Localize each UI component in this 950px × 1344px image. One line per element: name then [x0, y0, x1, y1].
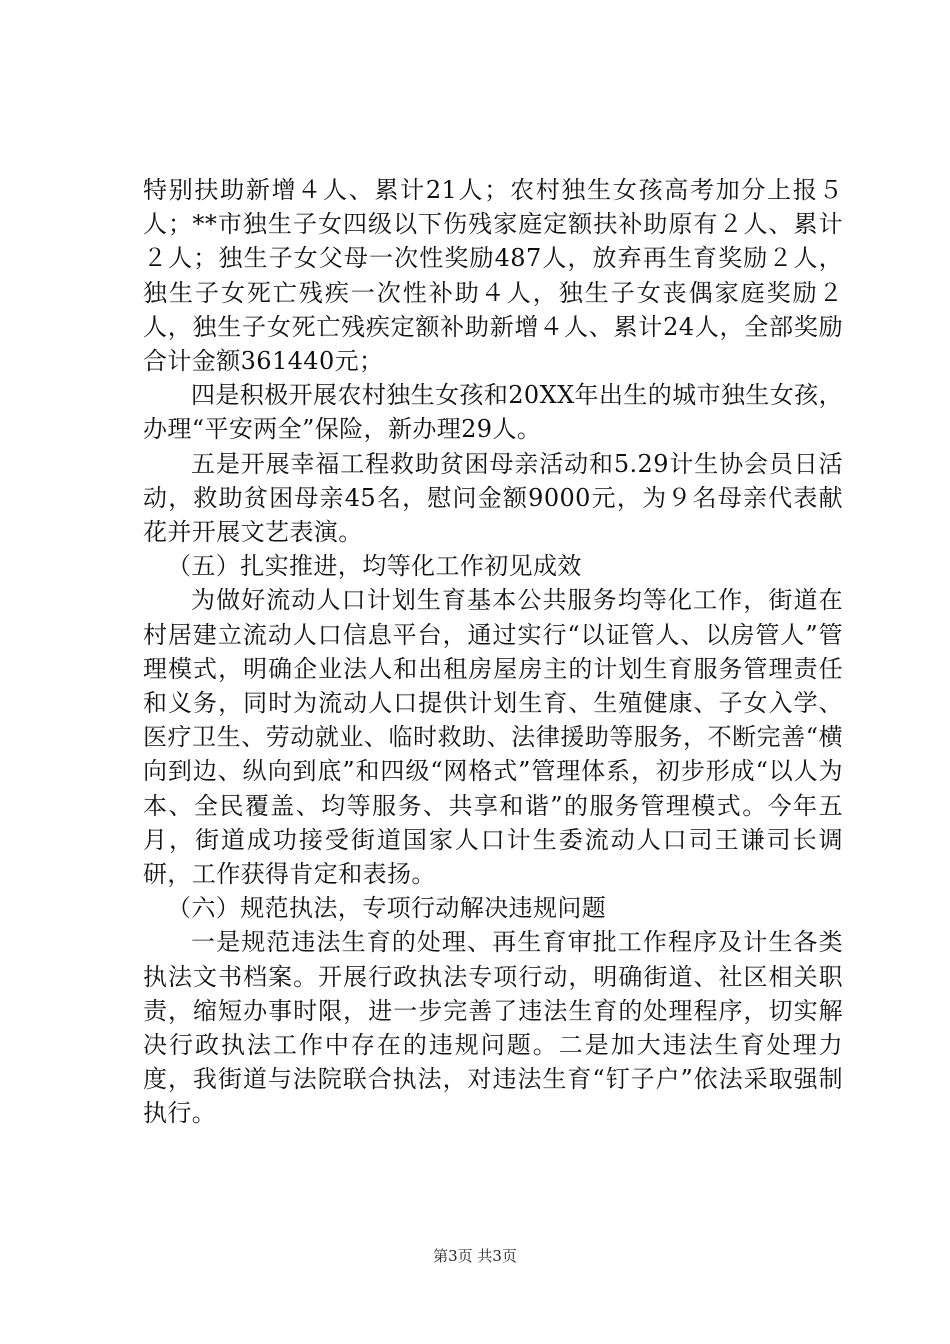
section-heading-six: （六）规范执法，专项行动解决违规问题	[167, 894, 607, 923]
paragraph-item-five: 五是开展幸福工程救助贫困母亲活动和5.29计生协会员日活动，救助贫困母亲45名，慰问金额9000元，为９名母亲代表献花并开展文艺表演。	[143, 449, 843, 547]
paragraph-continuation: 特别扶助新增４人、累计21人；农村独生女孩高考加分上报５人；**市独生子女四级以下伤残家庭定额扶补助原有２人、累计２人；独生子女父母一次性奖励487人，放弃再生育奖励２人，独生子女死亡残疾一次性补助４人，独生子女丧偶家庭奖励２人，独生子女死亡残疾定额补助新增４人、累计24人，全部奖励合计金额361440元；	[143, 176, 843, 376]
paragraph-enforcement: 一是规范违法生育的处理、再生育审批工作程序及计生各类执法文书档案。开展行政执法专项行动，明确街道、社区相关职责，缩短办事时限，进一步完善了违法生育的处理程序，切实解决行政执法工作中存在的违规问题。二是加大违法生育处理力度，我街道与法院联合执法，对违法生育“钉子户”依法采取强制执行。	[143, 928, 843, 1128]
paragraph-equalization: 为做好流动人口计划生育基本公共服务均等化工作，街道在村居建立流动人口信息平台，通过实行“以证管人、以房管人”管理模式，明确企业法人和出租房屋房主的计划生育服务管理责任和义务，同时为流动人口提供计划生育、生殖健康、子女入学、医疗卫生、劳动就业、临时救助、法律援助等服务，不断完善“横向到边、纵向到底”和四级“网格式”管理体系，初步形成“以人为本、全民覆盖、均等服务、共享和谐”的服务管理模式。今年五月，街道成功接受街道国家人口计生委流动人口司王谦司长调研，工作获得肯定和表扬。	[143, 586, 843, 889]
paragraph-item-four: 四是积极开展农村独生女孩和20XX年出生的城市独生女孩，办理“平安两全”保险，新办理29人。	[143, 381, 843, 444]
document-body	[143, 173, 843, 1131]
page-number-footer: 第3页 共3页	[433, 1247, 517, 1265]
section-heading-five: （五）扎实推进，均等化工作初见成效	[167, 552, 582, 581]
